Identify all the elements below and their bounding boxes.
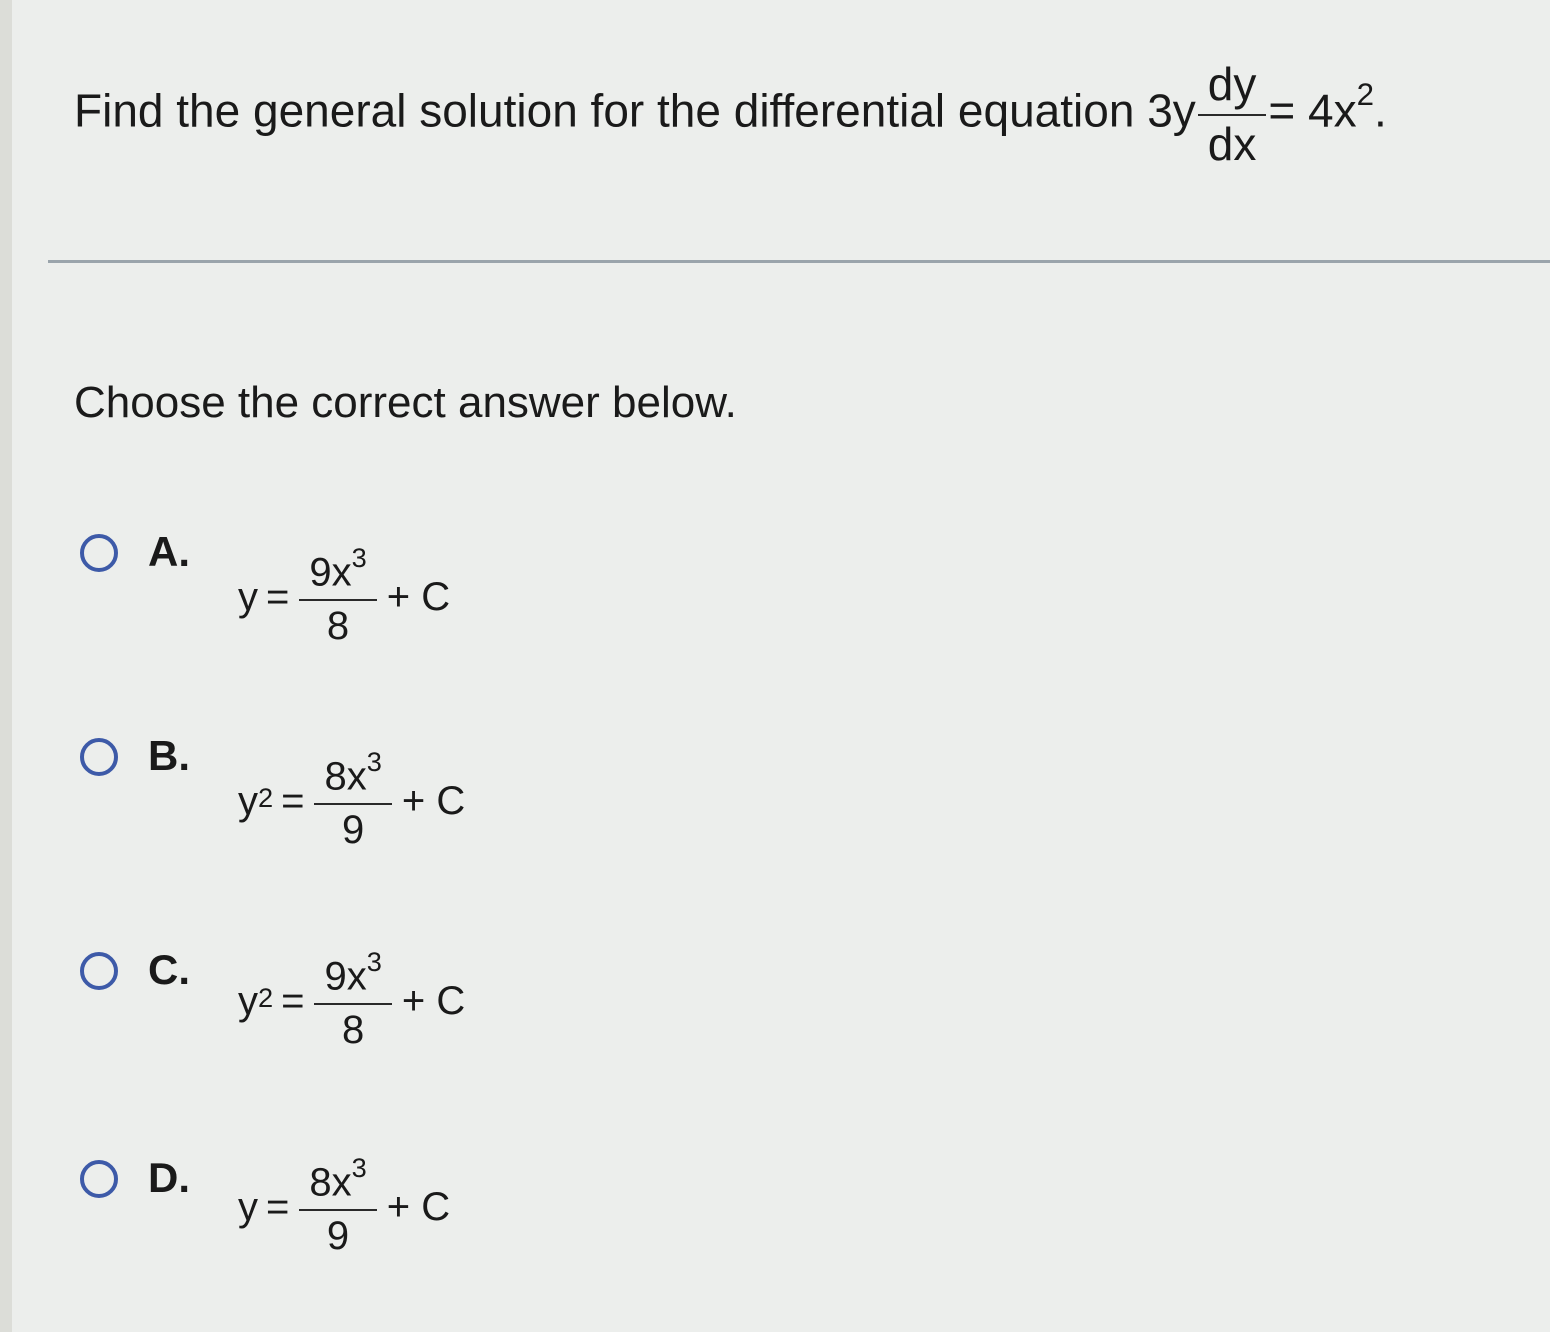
option-c-lhs: y (238, 979, 258, 1024)
option-b-numerator (314, 745, 391, 799)
fraction-numerator: dy (1207, 58, 1257, 110)
option-a-tail: + C (386, 575, 451, 620)
option-a-letter: A. (148, 528, 190, 575)
question-rhs: = 4x (1268, 84, 1357, 137)
option-d-fraction (299, 1151, 376, 1259)
radio-d[interactable] (80, 1160, 118, 1198)
option-c-formula (238, 945, 473, 1053)
option-b-equals: = (281, 779, 305, 824)
option-c-fraction (314, 945, 391, 1053)
option-c-letter: C. (148, 946, 190, 993)
option-b[interactable] (80, 732, 218, 780)
option-b-fraction (314, 745, 391, 853)
option-d-num-exponent: 3 (351, 1151, 367, 1183)
option-d-formula (238, 1151, 458, 1259)
option-d-numerator (299, 1151, 376, 1205)
question-rhs-exponent: 2 (1356, 77, 1375, 113)
option-a-equals: = (266, 575, 290, 620)
radio-a[interactable] (80, 534, 118, 572)
option-c-num-base: 9x (324, 954, 367, 999)
dy-dx-fraction (1198, 60, 1267, 169)
option-d-letter: D. (148, 1154, 190, 1201)
fraction-bar (1198, 114, 1267, 116)
option-b-denominator: 9 (342, 808, 365, 853)
option-a-numerator (299, 541, 376, 595)
option-c-numerator (314, 945, 391, 999)
option-c[interactable] (80, 946, 218, 994)
option-d-denominator: 9 (326, 1214, 350, 1259)
option-c-equals: = (281, 979, 305, 1024)
radio-b[interactable] (80, 738, 118, 776)
option-b-formula (238, 745, 473, 853)
option-b-fraction-bar (314, 803, 391, 805)
left-margin-strip (0, 0, 12, 1332)
section-divider (48, 260, 1550, 263)
answer-prompt: Choose the correct answer below. (74, 378, 737, 427)
option-b-tail: + C (401, 779, 466, 824)
option-c-lhs-exponent: 2 (258, 981, 274, 1013)
option-d-equals: = (266, 1185, 290, 1230)
option-d-num-base: 8x (309, 1160, 352, 1205)
option-b-num-exponent: 3 (366, 745, 382, 777)
question-text (74, 60, 1387, 169)
question-lead: Find the general solution for the differential equation 3y (74, 84, 1196, 137)
option-b-lhs: y (238, 779, 258, 824)
radio-c[interactable] (80, 952, 118, 990)
option-c-num-exponent: 3 (366, 945, 382, 977)
option-d-fraction-bar (299, 1209, 376, 1211)
option-d[interactable] (80, 1154, 218, 1202)
option-a-lhs: y (238, 575, 258, 620)
question-end: . (1374, 84, 1387, 137)
option-c-tail: + C (401, 979, 466, 1024)
option-d-lhs: y (238, 1185, 258, 1230)
option-b-letter: B. (148, 732, 190, 779)
fraction-denominator: dx (1207, 118, 1257, 171)
option-a-formula (238, 541, 458, 649)
option-a[interactable] (80, 528, 218, 576)
option-b-lhs-exponent: 2 (258, 781, 274, 813)
option-a-denominator: 8 (326, 604, 350, 649)
option-b-num-base: 8x (324, 754, 367, 799)
option-a-fraction (299, 541, 376, 649)
option-a-fraction-bar (299, 599, 376, 601)
option-c-denominator: 8 (342, 1008, 365, 1053)
option-a-num-exponent: 3 (351, 541, 367, 573)
option-c-fraction-bar (314, 1003, 391, 1005)
option-d-tail: + C (386, 1185, 451, 1230)
option-a-num-base: 9x (309, 550, 352, 595)
